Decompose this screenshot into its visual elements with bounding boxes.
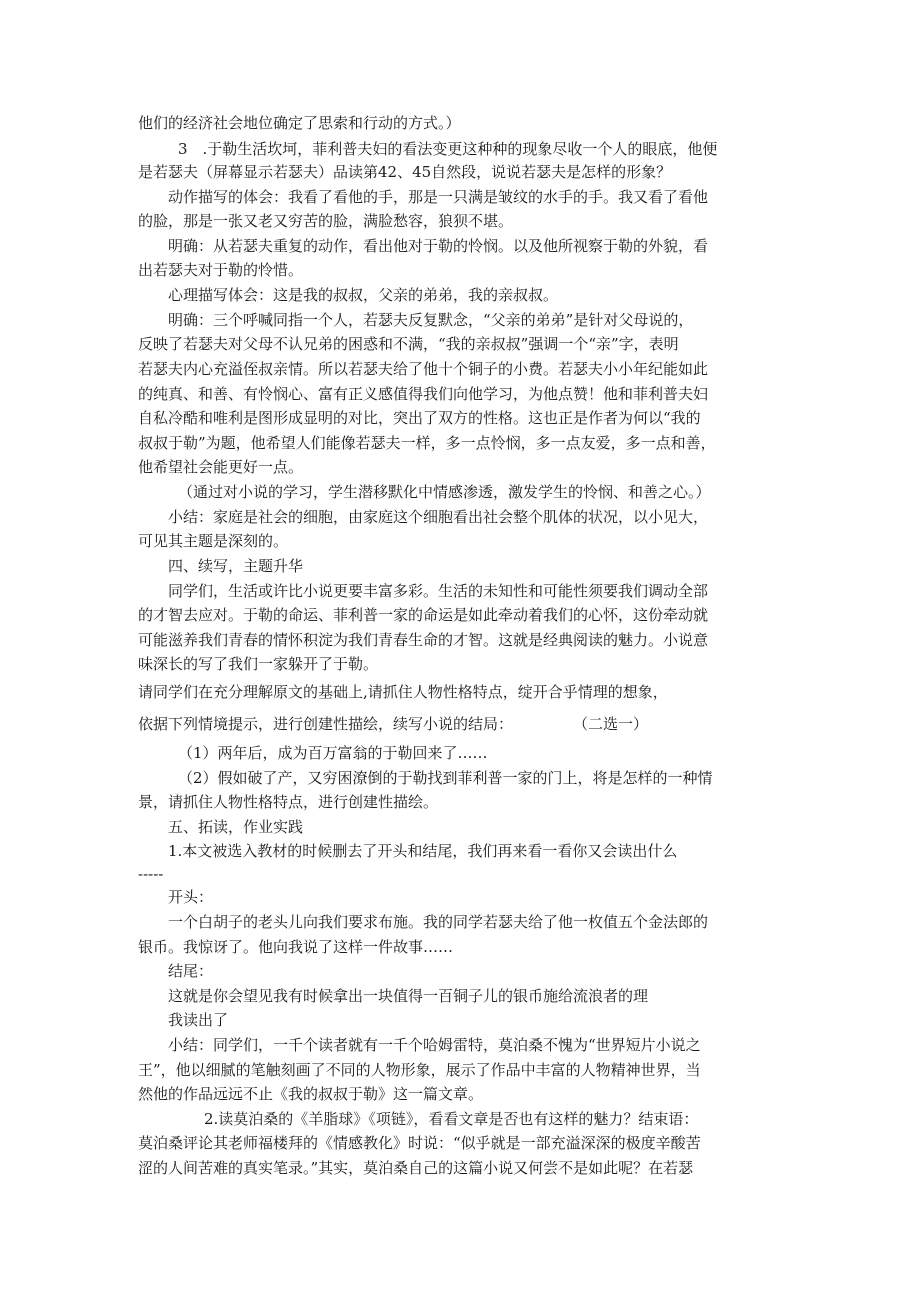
text-line: 涩的人间苦难的真实笔录。”其实，莫泊桑自己的这篇小说又何尝不是如此呢？在若瑟 — [138, 1159, 694, 1177]
text-line: 的才智去应对。于勒的命运、菲利普一家的命运是如此牵动着我们的心怀，这份牵动就 — [138, 606, 709, 624]
text-line: 心理描写体会：这是我的叔叔，父亲的弟弟，我的亲叔叔。 — [168, 286, 559, 304]
text-line: 莫泊桑评论其老师福楼拜的《情感教化》时说：“似乎就是一部充溢深深的极度辛酸苦 — [138, 1134, 701, 1152]
text-line: ----- — [138, 865, 164, 883]
text-line: 他希望社会能更好一点。 — [138, 458, 304, 476]
text-line: 他们的经济社会地位确定了思索和行动的方式。） — [138, 114, 461, 132]
text-line: 同学们，生活或许比小说更要丰富多彩。生活的未知性和可能性须要我们调动全部 — [168, 582, 709, 600]
text-line: （1）两年后，成为百万富翁的于勒回来了…… — [178, 744, 488, 762]
text-line: 这就是你会望见我有时候拿出一块值得一百铜子儿的银币施给流浪者的理 — [168, 987, 649, 1005]
text-line: 明确：从若瑟夫重复的动作，看出他对于勒的怜悯。以及他所视察于勒的外貌，看 — [168, 237, 709, 255]
text-line: （2）假如破了产，又穷困潦倒的于勒找到菲利普一家的门上，将是怎样的一种情 — [178, 769, 713, 787]
text-line: 结尾： — [168, 962, 214, 980]
text-line: （通过对小说的学习，学生潜移默化中情感渗透，激发学生的怜悯、和善之心。） — [178, 483, 711, 501]
text-line: 1.本文被选入教材的时候删去了开头和结尾，我们再来看一看你又会读出什么 — [168, 842, 678, 860]
text-line: 我读出了 — [168, 1011, 229, 1029]
text-line: 银币。我惊讶了。他向我说了这样一件故事…… — [138, 938, 454, 956]
text-line: 开头： — [168, 888, 214, 906]
text-line: 的脸，那是一张又老又穷苦的脸，满脸愁容，狼狈不堪。 — [138, 212, 514, 230]
section-heading: 四、续写，主题升华 — [168, 557, 304, 575]
text-line: 明确：三个呼喊同指一个人，若瑟夫反复默念，“父亲的弟弟”是针对父母说的， — [168, 311, 694, 329]
text-line: 可见其主题是深刻的。 — [138, 532, 289, 550]
text-line: 王”，他以细腻的笔触刻画了不同的人物形象，展示了作品中丰富的人物精神世界，当 — [138, 1061, 701, 1079]
text-line: 叔叔于勒”为题，他希望人们能像若瑟夫一样，多一点怜悯，多一点友爱，多一点和善， — [138, 434, 716, 452]
text-line: 依据下列情境提示，进行创建性描绘，续写小说的结局： （二选一） — [138, 715, 649, 733]
text-line: 可能滋养我们青春的情怀积淀为我们青春生命的才智。这就是经典阅读的魅力。小说意 — [138, 631, 709, 649]
section-heading: 五、拓读，作业实践 — [168, 818, 304, 836]
text-line: 味深长的写了我们一家躲开了于勒。 — [138, 655, 379, 673]
text-line: 小结：同学们，一千个读者就有一千个哈姆雷特，莫泊桑不愧为“世界短片小说之 — [168, 1036, 701, 1054]
text-line: 小结：家庭是社会的细胞，由家庭这个细胞看出社会整个肌体的状况，以小见大， — [168, 508, 709, 526]
text-line: 是若瑟夫（屏幕显示若瑟夫）品读第42、45自然段，说说若瑟夫是怎样的形象？ — [138, 163, 672, 181]
text-line: 若瑟夫内心充溢侄叔亲情。所以若瑟夫给了他十个铜子的小费。若瑟夫小小年纪能如此 — [138, 360, 709, 378]
text-line: 出若瑟夫对于勒的怜惜。 — [138, 261, 304, 279]
text-line: 的纯真、和善、有怜悯心、富有正义感值得我们向他学习，为他点赞！他和菲利普夫妇 — [138, 385, 709, 403]
text-line: 请同学们在充分理解原文的基础上,请抓住人物性格特点，绽开合乎情理的想象， — [138, 683, 668, 701]
text-line: 动作描写的体会：我看了看他的手，那是一只满是皱纹的水手的手。我又看了看他 — [168, 188, 709, 206]
text-line: 然他的作品远远不止《我的叔叔于勒》这一篇文章。 — [138, 1085, 484, 1103]
text-line: 2.读莫泊桑的《羊脂球》《项链》，看看文章是否也有这样的魅力？结束语： — [204, 1110, 699, 1128]
text-line: 景，请抓住人物性格特点，进行创建性描绘。 — [138, 793, 439, 811]
text-line: 一个白胡子的老头儿向我们要求布施。我的同学若瑟夫给了他一枚值五个金法郎的 — [168, 913, 709, 931]
text-line: 反映了若瑟夫对父母不认兄弟的困惑和不满，“我的亲叔叔”强调一个“亲”字，表明 — [138, 335, 679, 353]
text-line: 自私冷酷和唯利是图形成显明的对比，突出了双方的性格。这也正是作者为何以“我的 — [138, 409, 701, 427]
text-line: 3 .于勒生活坎坷，菲利普夫妇的看法变更这种种的现象尽收一个人的眼底，他便 — [178, 140, 718, 158]
